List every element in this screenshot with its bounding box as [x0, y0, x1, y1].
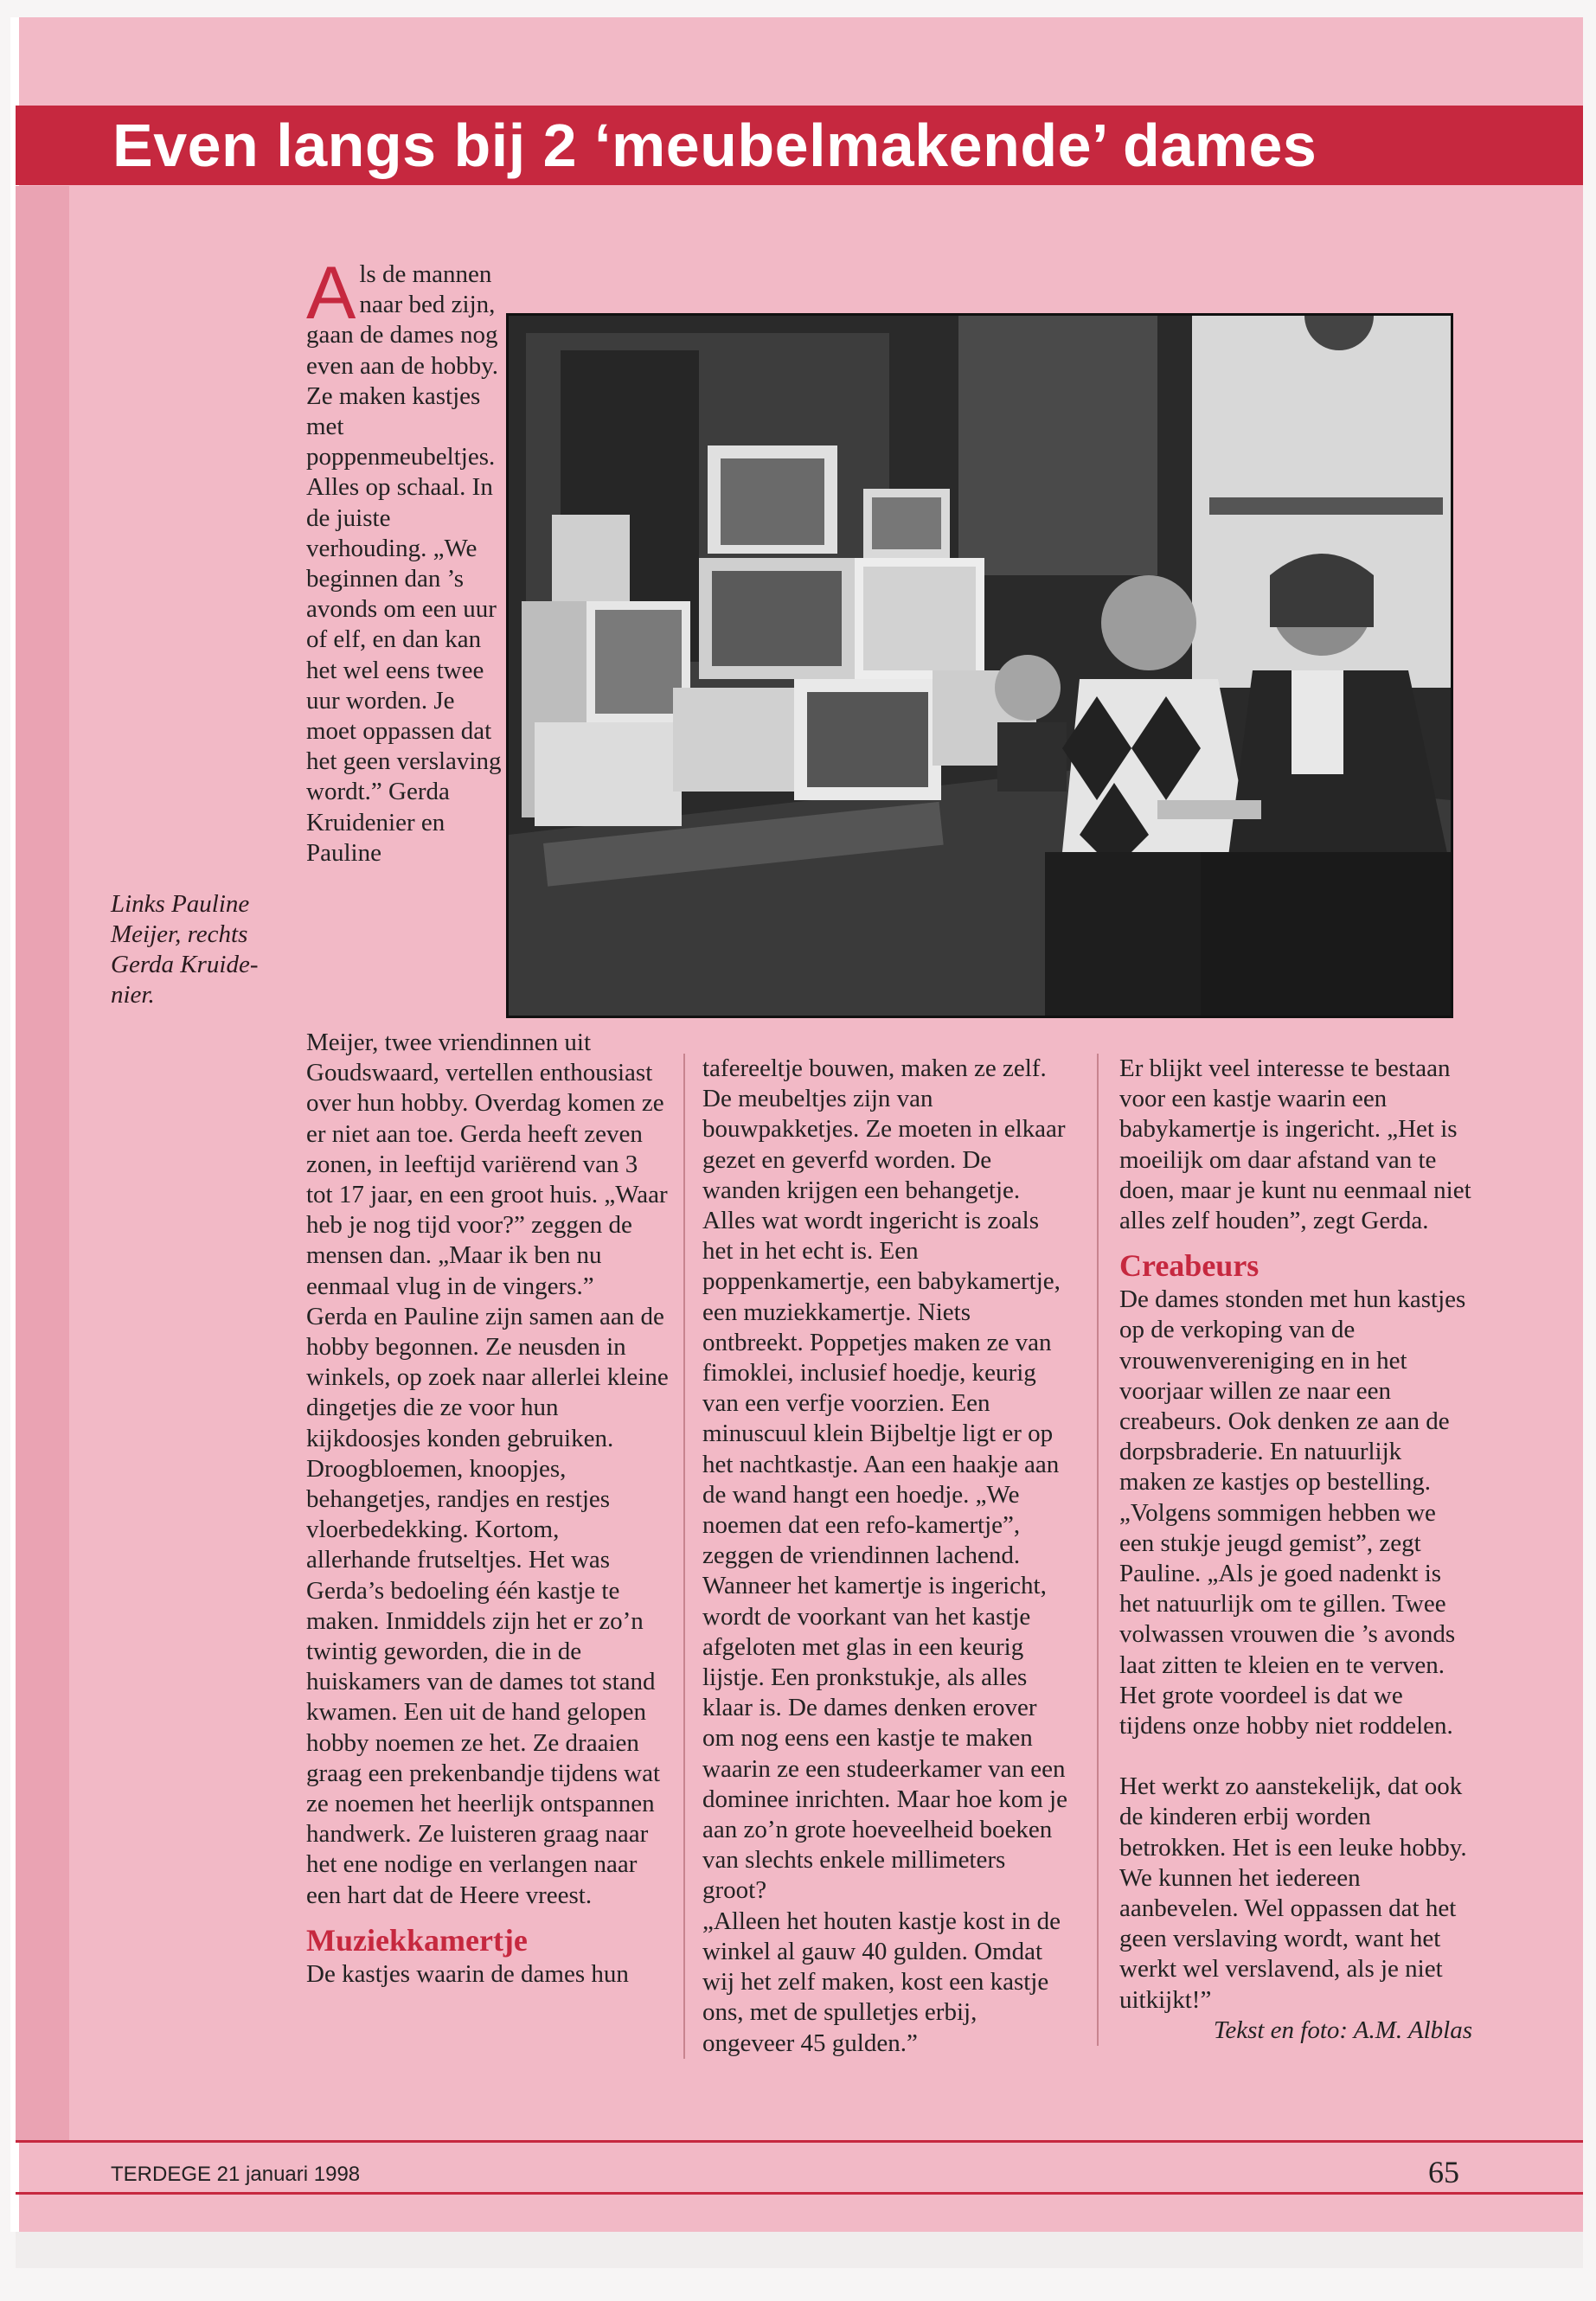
subhead-muziekkamertje: Muziekkamertje: [306, 1922, 528, 1958]
col3-paragraph-1: Er blijkt veel interesse te bestaan voor een kastje waarin een babykamertje is ingericht. „Het is moeilijk om daar afstand van te doen, maar je kunt nu eenmaal niet alles zelf houden”, zegt Gerda.: [1119, 1054, 1471, 1235]
col3-paragraph-3: Het werkt zo aanstekelijk, dat ook de kinderen erbij worden betrokken. Het is een leuke hobby. We kunnen het iedereen aanbevelen. Wel oppassen dat het geen verslaving wordt, want het werkt wel verslavend, als je niet uitkijkt!”: [1119, 1772, 1467, 2014]
left-margin-band: [16, 186, 69, 2141]
column-3: [1097, 1054, 1472, 2046]
photo-illustration: [509, 316, 1451, 1016]
photo-credit: Tekst en foto: A.M. Alblas: [1213, 2016, 1472, 2044]
col2-paragraph-2: „Alleen het houten kastje kost in de winkel al gauw 40 gulden. Omdat wij het zelf maken, kost een kastje ons, met de spulletjes erbij, ongeveer 45 gulden.”: [702, 1907, 1061, 2057]
col1-paragraph-3: De kastjes waarin de dames hun: [306, 1959, 629, 1988]
bottom-margin: [16, 2232, 1583, 2268]
col1-paragraph-2: Gerda en Pauline zijn samen aan de hobby begonnen. Ze neusden in winkels, op zoek naar allerlei kleine dingetjes die ze voor hun kijkdoosjes konden gebruiken. Droogbloemen, knoopjes, behangetjes, randjes en restjes vloerbedekking. Kortom, allerhande frutseltjes. Het was Gerda’s bedoeling één kastje te maken. Inmiddels zijn het er zo’n twintig geworden, die in de huiskamers van de dames tot stand kwamen. Een uit de hand gelopen hobby noemen ze het. Ze draaien graag een prekenbandje tijdens wat ze noemen het heerlijk ontspannen handwerk. Ze luisteren graag naar het ene nodige en verlangen naar een hart dat de Heere vreest.: [306, 1302, 669, 1909]
article-photo: [506, 313, 1453, 1018]
drop-cap: A: [306, 252, 356, 335]
footer-publication: TERDEGE 21 januari 1998: [111, 2163, 361, 2186]
col1-paragraph-1: Meijer, twee vriendinnen uit Goudswaard, vertellen enthousiast over hun hobby. Overdag komen ze er niet aan toe. Gerda heeft zeven zonen, in leeftijd variërend van 3 tot 17 jaar, en een groot huis. „Waar heb je nog tijd voor?” zeggen de mensen dan. „Maar ik ben nu eenmaal vlug in de vingers.”: [306, 1029, 668, 1300]
subhead-creabeurs: Creabeurs: [1119, 1248, 1259, 1284]
intro-text: ls de mannen naar bed zijn, gaan de dames nog even aan de hobby. Ze maken kastjes met poppenmeubeltjes. Alles op schaal. In de juiste verhouding. „We beginnen dan ’s avonds om een uur of elf, en dan kan het wel eens twee uur worden. Je moet oppassen dat het geen verslaving wordt.” Gerda Kruidenier en Pauline: [306, 260, 502, 867]
col2-paragraph-1: tafereeltje bouwen, maken ze zelf. De meubeltjes zijn van bouwpakketjes. Ze moeten in elkaar gezet en geverfd worden. De wanden krijgen een behangetje. Alles wat wordt ingericht is zoals het in het echt is. Een poppenkamertje, een babykamertje, een muziekkamertje. Niets ontbreekt. Poppetjes maken ze van fimoklei, inclusief hoedje, keurig van een verfje voorzien. Een minuscuul klein Bijbeltje ligt er op het nachtkastje. Aan een haakje aan de wand hangt een hoedje. „We noemen dat een refo-kamertje”, zeggen de vriendinnen lachend. Wanneer het kamertje is ingericht, wordt de voorkant van het kastje afgeloten met glas in een keurig lijstje. Een pronkstukje, als alles klaar is. De dames denken erover om nog eens een kastje te maken waarin ze een studeerkamer van een dominee inrichten. Maar hoe kom je aan zo’n grote hoeveelheid boeken van slechts enkele millimeters groot?: [702, 1054, 1067, 1905]
column-2: [683, 1054, 1074, 2059]
intro-paragraph: [306, 252, 505, 868]
article-title: Even langs bij 2 ‘meubelmakende’ dames: [16, 106, 1583, 185]
footer-rule-bottom: [16, 2192, 1583, 2195]
column-1: [306, 1028, 670, 1990]
photo-caption: Links Pauline Meijer, rechts Gerda Kruide-nier.: [111, 890, 259, 1009]
footer-rule-top: [16, 2140, 1583, 2143]
page-number: 65: [1428, 2155, 1459, 2189]
col3-paragraph-2: De dames stonden met hun kastjes op de verkoping van de vrouwenvereniging en in het voorjaar willen ze naar een creabeurs. Ook denken ze aan de dorpsbraderie. En natuurlijk maken ze kastjes op bestelling. „Volgens sommigen hebben we een stukje jeugd gemist”, zegt Pauline. „Als je goed nadenkt is het natuurlijk om te gillen. Twee volwassen vrouwen die ’s avonds laat zitten te kleien en te verven. Het grote voordeel is dat we tijdens onze hobby niet roddelen.: [1119, 1285, 1466, 1740]
